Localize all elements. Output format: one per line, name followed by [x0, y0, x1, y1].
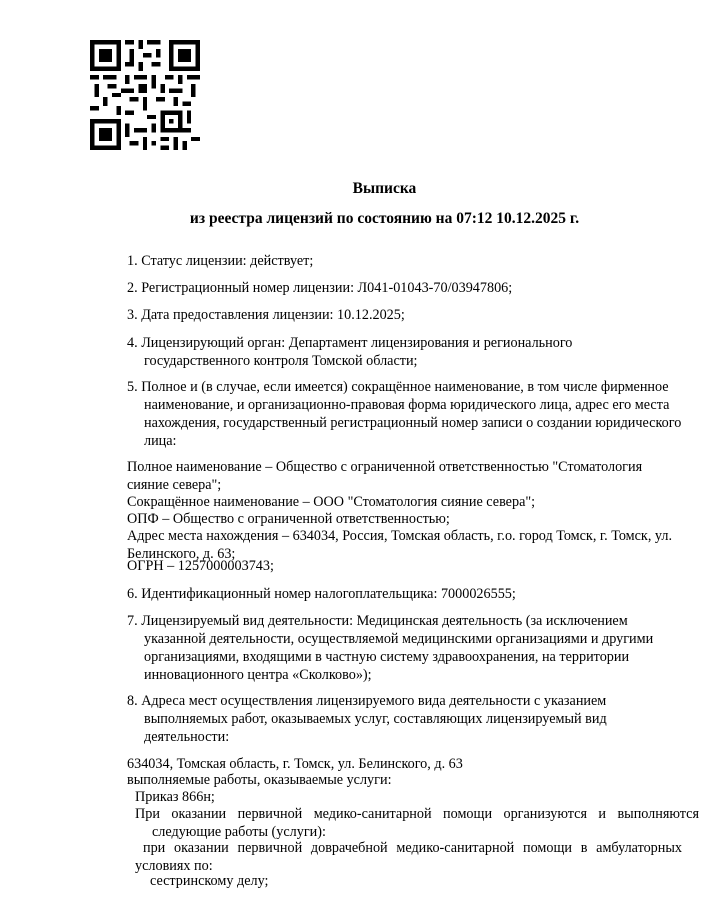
item-license-status: 1. Статус лицензии: действует; — [127, 253, 314, 269]
org-ogrn: ОГРН – 1257000003743; — [127, 558, 274, 574]
item-legal-entity: 5. Полное и (в случае, если имеется) сокращённое наименование, в том числе фирменное наименование, и организационно-правовая форма юридического лица, адрес его места нахождения, государственный регистрационный номер записи о создании юридического лица: — [127, 379, 682, 449]
order-866n: Приказ 866н; — [135, 789, 215, 805]
item-activity-type: 7. Лицензируемый вид деятельности: Медицинская деятельность (за исключением указанной деятельности, осуществляемой медицинскими организациями и другими организациями, входящими в частную систему здравоохранения, на территории инновационного центра «Сколково»); — [127, 613, 654, 683]
item-activity-addresses: 8. Адреса мест осуществления лицензируемого вида деятельности с указанием выполняемых работ, оказываемых услуг, составляющих лицензируемый вид деятельности: — [127, 693, 607, 745]
org-legal-form: ОПФ – Общество с ограниченной ответственностью; — [127, 511, 450, 527]
works-heading: выполняемые работы, оказываемые услуги: — [127, 772, 392, 788]
activity-address: 634034, Томская область, г. Томск, ул. Белинского, д. 63 — [127, 756, 463, 772]
org-full-name: Полное наименование – Общество с ограниченной ответственностью "Стоматология сияние севера"; — [127, 459, 643, 493]
document-subtitle: из реестра лицензий по состоянию на 07:12 10.12.2025 г. — [189, 210, 580, 227]
item-issue-date: 3. Дата предоставления лицензии: 10.12.2025; — [127, 307, 405, 323]
qr-code — [90, 40, 200, 150]
org-short-name: Сокращённое наименование – ООО "Стоматология сияние севера"; — [127, 494, 536, 510]
document-title: Выписка — [352, 180, 417, 197]
item-registration-number: 2. Регистрационный номер лицензии: Л041-01043-70/03947806; — [127, 280, 513, 296]
org-address: Адрес места нахождения – 634034, Россия, Томская область, г.о. город Томск, г. Томск, ул. Белинского, д. 63; — [127, 528, 673, 562]
item-inn: 6. Идентификационный номер налогоплательщика: 7000026555; — [127, 586, 516, 602]
dovr-pmsp-works: при оказании первичной доврачебной медико-санитарной помощи в амбулаторных условиях по: — [135, 840, 682, 874]
item-licensing-authority: 4. Лицензирующий орган: Департамент лицензирования и регионального государственного контроля Томской области; — [127, 335, 573, 369]
nursing-service: сестринскому делу; — [150, 873, 269, 889]
pmsp-works: При оказании первичной медико-санитарной помощи организуются и выполняются следующие работы (услуги): — [135, 806, 699, 840]
